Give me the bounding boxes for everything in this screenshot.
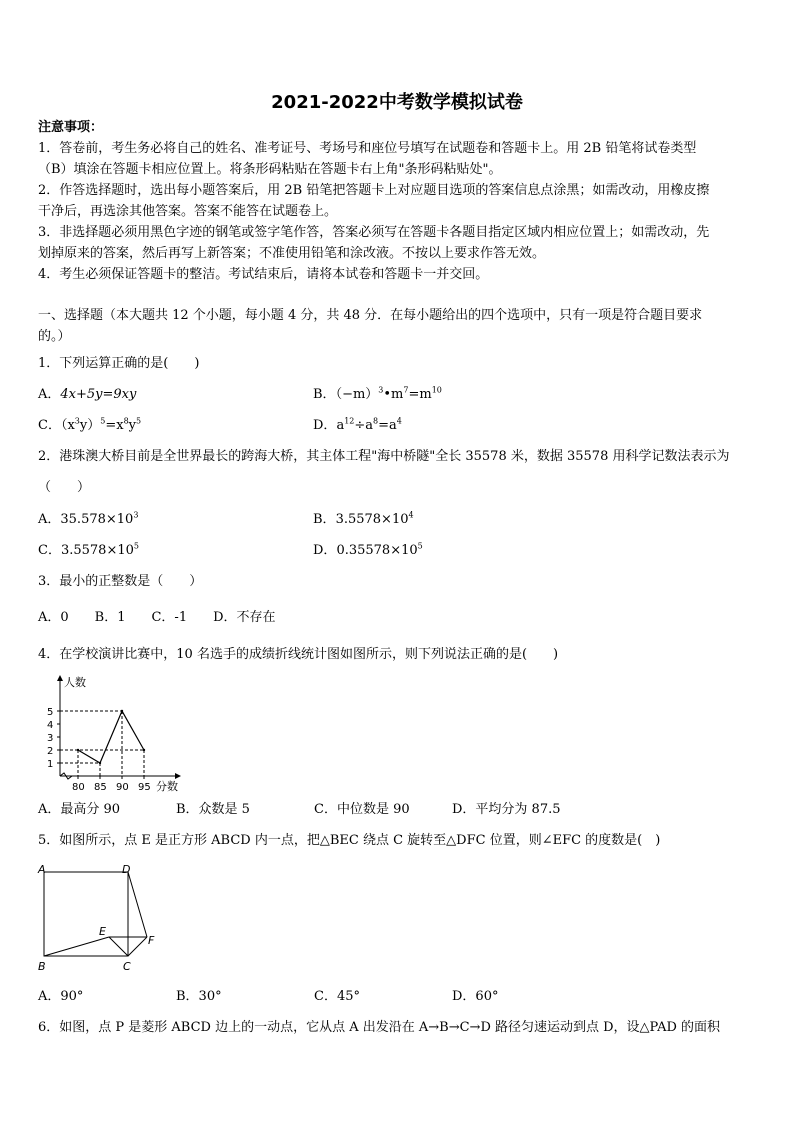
label-a: A — [38, 863, 46, 876]
q1-option-d[interactable]: D．$a^{12}\div a^8=a^4$ — [313, 416, 402, 433]
segment-ec — [109, 937, 128, 956]
q2-option-b[interactable]: B．$3.5578\times 10^4$ — [313, 510, 414, 527]
q2-option-d[interactable]: D．$0.35578\times 10^5$ — [313, 541, 423, 558]
series-line — [78, 711, 144, 763]
question-6-stem: 6．如图，点 P 是菱形 ABCD 边上的一动点，它从点 A 出发沿在 A→B→C→D 路径匀速运动到点 D，设△PAD 的面积 — [38, 1020, 721, 1035]
q1-option-c[interactable]: C．$(x^3y)^5=x^8y^5$ — [38, 416, 142, 433]
label-f: F — [148, 934, 155, 947]
notice-line: 1．答卷前，考生务必将自己的姓名、准考证号、考场号和座位号填写在试题卷和答题卡上。用 2B 铅笔将试卷类型 — [38, 141, 697, 156]
section-heading: 一、选择题（本大题共 12 个小题，每小题 4 分，共 48 分．在每小题给出的四个选项中，只有一项是符合题目要求 — [38, 308, 703, 323]
q4-option-a[interactable]: A．最高分 90 — [38, 802, 121, 817]
page-title: 2021-2022中考数学模拟试卷 — [271, 92, 523, 113]
q4-option-d[interactable]: D．平均分为 87.5 — [452, 802, 561, 817]
notice-line: 4．考生必须保证答题卡的整洁。考试结束后，请将本试卷和答题卡一并交回。 — [38, 267, 489, 282]
question-2-stem: 2．港珠澳大桥目前是全世界最长的跨海大桥，其主体工程"海中桥隧"全长 35578 米，数据 35578 用科学记数法表示为 — [38, 449, 730, 464]
x-tick-label: 85 — [94, 782, 107, 793]
y-tick-label: 1 — [47, 759, 54, 770]
q4-option-b[interactable]: B．众数是 5 — [176, 802, 250, 817]
q5-option-d[interactable]: D．60° — [452, 989, 499, 1004]
q5-option-b[interactable]: B．30° — [176, 989, 222, 1004]
question-3-stem: 3．最小的正整数是（ ） — [38, 574, 203, 589]
label-c: C — [123, 960, 131, 973]
q2-option-a[interactable]: A．$35.578\times 10^3$ — [38, 510, 139, 527]
segment-fc — [128, 937, 147, 956]
data-point — [121, 710, 123, 712]
q4-option-c[interactable]: C．中位数是 90 — [314, 802, 410, 817]
notice-line: 干净后，再选涂其他答案。答案不能答在试题卷上。 — [38, 204, 338, 219]
notice-line: 2．作答选择题时，选出每小题答案后，用 2B 铅笔把答题卡上对应题目选项的答案信息点涂黑；如需改动，用橡皮擦 — [38, 183, 710, 198]
question-1-stem: 1．下列运算正确的是( ) — [38, 356, 200, 371]
label-e: E — [99, 925, 106, 938]
data-point — [143, 749, 145, 751]
q5-option-c[interactable]: C．45° — [314, 989, 360, 1004]
q1-option-a[interactable]: A．4x+5y=9xy — [38, 387, 137, 402]
label-d: D — [122, 863, 131, 876]
segment-be — [44, 937, 109, 956]
question-5-stem: 5．如图所示，点 E 是正方形 ABCD 内一点，把△BEC 绕点 C 旋转至△DFC 位置，则∠EFC 的度数是( ) — [38, 833, 661, 848]
x-tick-label: 95 — [138, 782, 151, 793]
q5-option-a[interactable]: A．90° — [38, 989, 84, 1004]
x-tick-label: 90 — [116, 782, 129, 793]
y-tick-label: 5 — [47, 707, 54, 718]
segment-df — [128, 872, 147, 937]
question-4-stem: 4．在学校演讲比赛中，10 名选手的成绩折线统计图如图所示，则下列说法正确的是( ) — [38, 647, 559, 662]
label-b: B — [38, 960, 46, 973]
y-axis-label: 人数 — [64, 676, 86, 689]
data-point — [99, 762, 101, 764]
q1-option-b[interactable]: B．$(-m)^3•m^7=m^{10}$ — [313, 385, 442, 402]
y-tick-label: 2 — [47, 746, 54, 757]
y-tick-label: 4 — [47, 720, 54, 731]
notice-line: 划掉原来的答案，然后再写上新答案；不准使用铅笔和涂改液。不按以上要求作答无效。 — [38, 246, 546, 261]
x-tick-label: 80 — [72, 782, 85, 793]
notice-heading: 注意事项： — [38, 120, 104, 135]
square-rotation-figure — [36, 862, 166, 980]
data-point — [77, 749, 79, 751]
notice-line: （B）填涂在答题卡相应位置上。将条形码粘贴在答题卡右上角"条形码粘贴处"。 — [38, 162, 502, 177]
notice-line: 3．非选择题必须用黑色字迹的钢笔或签字笔作答，答案必须写在答题卡各题目指定区域内相应位置上；如需改动，先 — [38, 225, 710, 240]
score-line-chart — [38, 672, 188, 794]
q2-option-c[interactable]: C．$3.5578\times 10^5$ — [38, 541, 139, 558]
question-2-paren: （ ） — [38, 480, 91, 495]
q3-options[interactable]: A．0 B．1 C．-1 D．不存在 — [38, 610, 276, 625]
section-heading-cont: 的。） — [38, 329, 71, 344]
y-tick-label: 3 — [47, 733, 54, 744]
x-axis-label: 分数 — [156, 780, 178, 793]
